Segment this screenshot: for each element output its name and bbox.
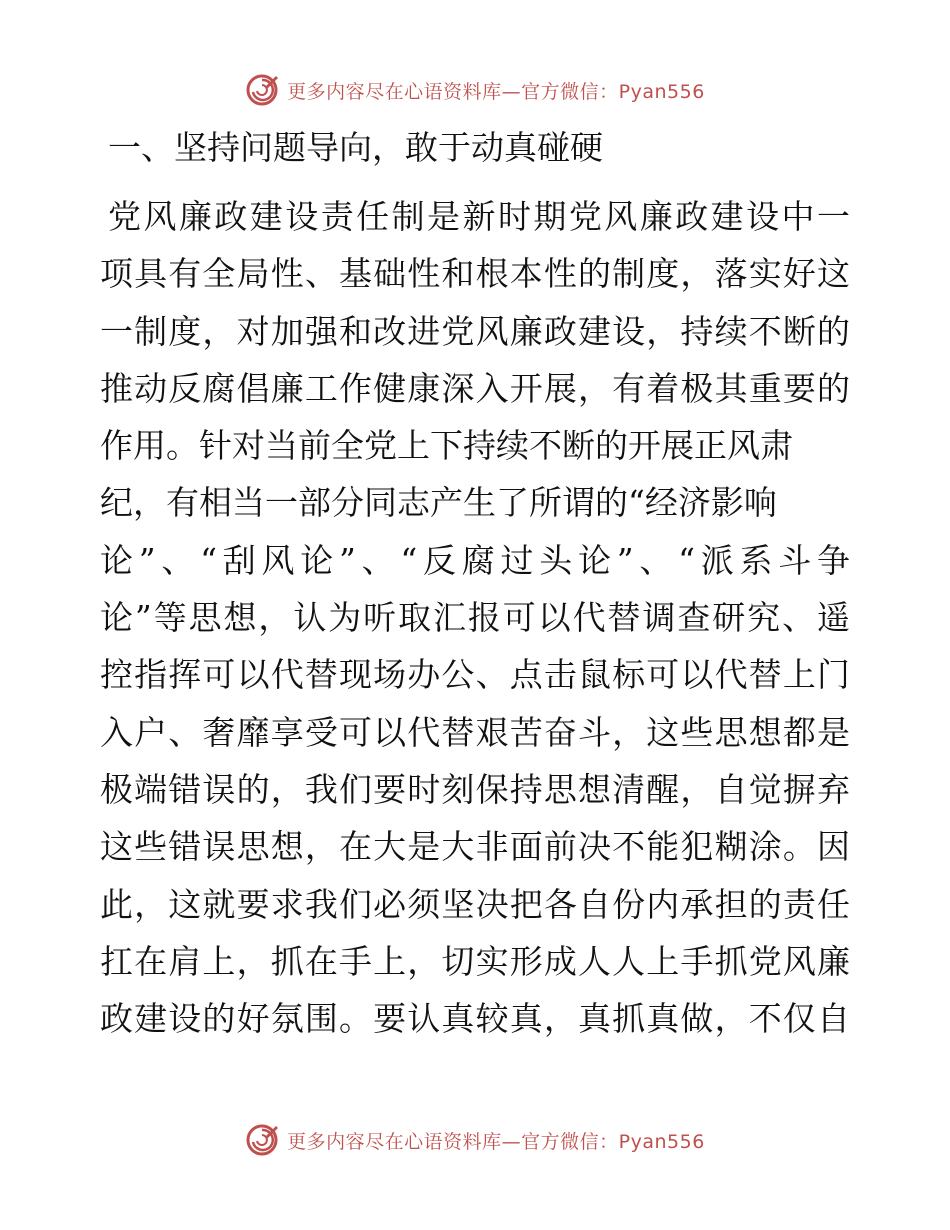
body-line: 党风廉政建设责任制是新时期党风廉政建设中一 xyxy=(108,197,850,236)
red-spiral-pen-logo-icon xyxy=(245,73,279,107)
body-line: 纪，有相当一部分同志产生了所谓的“经济影响 xyxy=(100,483,777,523)
body-line: 此，这就要求我们必须坚决把各自份内承担的责任 xyxy=(100,884,850,924)
body-line: 扛在肩上，抓在手上，切实形成人人上手抓党风廉 xyxy=(100,941,850,981)
body-line: 项具有全局性、基础性和根本性的制度，落实好这 xyxy=(100,254,850,294)
header-watermark xyxy=(0,70,950,110)
body-line: 政建设的好氛围。要认真较真，真抓真做，不仅自 xyxy=(100,999,850,1039)
watermark-text: 更多内容尽在心语资料库—官方微信：Pyan556 xyxy=(287,1130,705,1153)
body-line: 这些错误思想，在大是大非面前决不能犯糊涂。因 xyxy=(100,827,850,867)
footer-watermark xyxy=(0,1120,950,1160)
body-line: 一制度，对加强和改进党风廉政建设，持续不断的 xyxy=(100,311,850,351)
watermark-text: 更多内容尽在心语资料库—官方微信：Pyan556 xyxy=(287,80,705,103)
document-body xyxy=(100,188,850,1047)
body-line: 入户、奢靡享受可以代替艰苦奋斗，这些思想都是 xyxy=(100,712,850,752)
body-line: 论”、“刮风论”、“反腐过头论”、“派系斗争 xyxy=(100,540,850,580)
body-line: 论”等思想，认为听取汇报可以代替调查研究、遥 xyxy=(100,598,850,638)
section-heading: 一、坚持问题导向，敢于动真碰硬 xyxy=(108,128,603,167)
red-spiral-pen-logo-icon xyxy=(245,1123,279,1157)
body-line: 控指挥可以代替现场办公、点击鼠标可以代替上门 xyxy=(100,655,850,695)
body-line: 极端错误的，我们要时刻保持思想清醒，自觉摒弃 xyxy=(100,769,850,809)
body-line: 作用。针对当前全党上下持续不断的开展正风肃 xyxy=(100,426,793,466)
body-line: 推动反腐倡廉工作健康深入开展，有着极其重要的 xyxy=(100,368,850,408)
